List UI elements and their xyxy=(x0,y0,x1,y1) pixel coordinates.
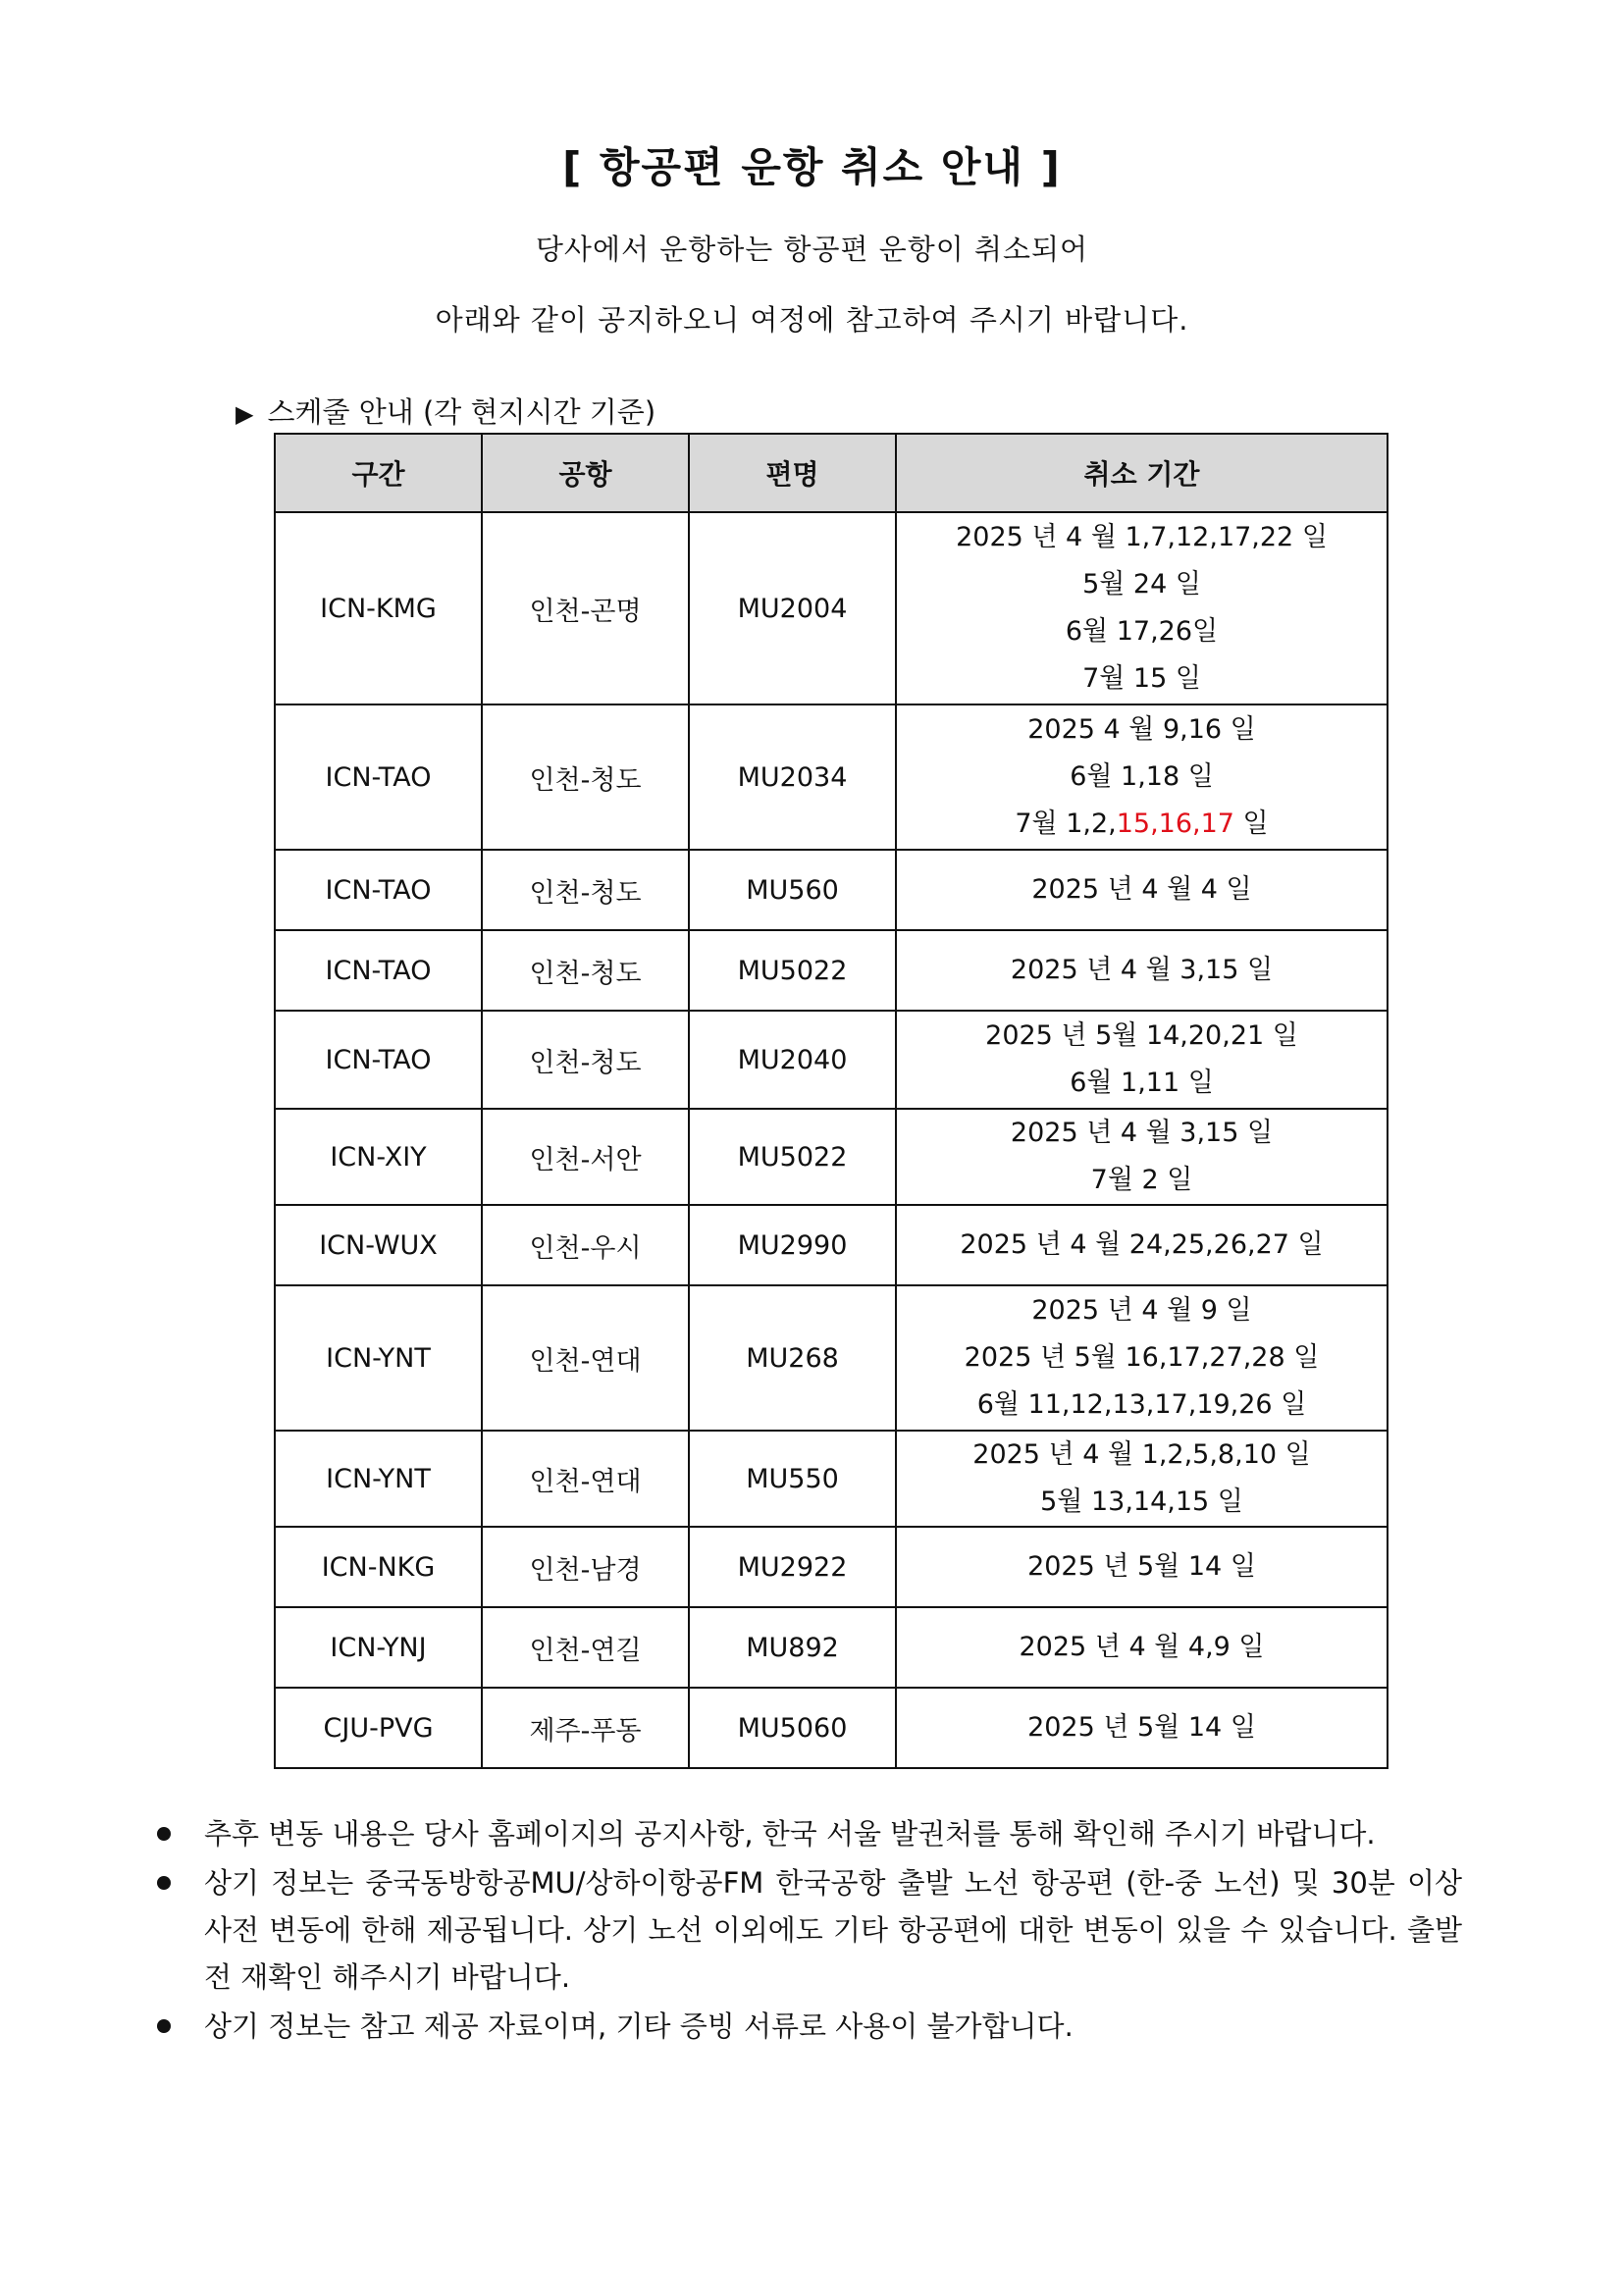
header-airport: 공항 xyxy=(482,434,689,512)
cancel-period-cell xyxy=(896,1011,1388,1109)
date-text: 2025 년 4 월 3,15 일 xyxy=(1010,1118,1274,1148)
airport-cell: 인천-청도 xyxy=(482,1011,689,1109)
route-cell: ICN-XIY xyxy=(275,1109,482,1205)
airport-cell: 인천-곤명 xyxy=(482,512,689,704)
airport-cell: 인천-청도 xyxy=(482,704,689,850)
airport-cell: 제주-푸동 xyxy=(482,1688,689,1768)
note-item xyxy=(157,1810,1462,1857)
cancel-date-line xyxy=(897,754,1387,801)
date-text: 2025 년 5월 14,20,21 일 xyxy=(985,1020,1298,1051)
table-row xyxy=(275,1285,1388,1431)
notes-list xyxy=(157,1810,1462,2052)
cancel-period-cell xyxy=(896,850,1388,930)
date-text: 2025 년 4 월 4 일 xyxy=(1031,874,1252,905)
date-text: 7월 1,2, xyxy=(1015,808,1117,839)
date-text: 6월 11,12,13,17,19,26 일 xyxy=(976,1389,1307,1420)
flight-cell: MU550 xyxy=(689,1431,896,1527)
flight-cell: MU2040 xyxy=(689,1011,896,1109)
table-row xyxy=(275,704,1388,850)
cancel-date-line xyxy=(897,655,1387,703)
airport-cell: 인천-연대 xyxy=(482,1285,689,1431)
note-item xyxy=(157,1859,1462,2001)
flight-cell: MU560 xyxy=(689,850,896,930)
route-cell: ICN-NKG xyxy=(275,1527,482,1607)
table-row xyxy=(275,850,1388,930)
cancel-date-line xyxy=(897,1060,1387,1107)
airport-cell: 인천-우시 xyxy=(482,1205,689,1285)
flight-cell: MU892 xyxy=(689,1607,896,1688)
cancel-date-line xyxy=(897,947,1387,994)
date-text: 6월 1,18 일 xyxy=(1070,761,1214,792)
cancel-date-line xyxy=(897,1624,1387,1671)
table-row xyxy=(275,1688,1388,1768)
header-flight: 편명 xyxy=(689,434,896,512)
flight-cell: MU5022 xyxy=(689,1109,896,1205)
date-text: 6월 17,26일 xyxy=(1065,616,1219,647)
note-text: 상기 정보는 참고 제공 자료이며, 기타 증빙 서류로 사용이 불가합니다. xyxy=(204,2009,1074,2043)
bullet-icon xyxy=(157,1876,171,1890)
note-text: 상기 정보는 중국동방항공MU/상하이항공FM 한국공항 출발 노선 항공편 (한-중 노선) 및 30분 이상 사전 변동에 한해 제공됩니다. 상기 노선 이외에도 기타 항공편에 대한 변동이 있을 수 있습니다. 출발 전 재확인 해주시기 바랍니다. xyxy=(204,1866,1462,1994)
route-cell: ICN-YNT xyxy=(275,1285,482,1431)
header-route: 구간 xyxy=(275,434,482,512)
table-row xyxy=(275,1431,1388,1527)
table-header-row xyxy=(275,434,1388,512)
date-text: 2025 년 5월 16,17,27,28 일 xyxy=(964,1342,1320,1373)
date-text: 2025 년 4 월 1,7,12,17,22 일 xyxy=(956,522,1328,552)
route-cell: CJU-PVG xyxy=(275,1688,482,1768)
cancel-date-line xyxy=(897,866,1387,913)
cancel-date-line xyxy=(897,608,1387,655)
cancel-date-line xyxy=(897,706,1387,754)
route-cell: ICN-WUX xyxy=(275,1205,482,1285)
cancel-period-cell xyxy=(896,930,1388,1011)
table-row xyxy=(275,1607,1388,1688)
cancel-date-line xyxy=(897,514,1387,561)
highlighted-dates: 15,16,17 xyxy=(1116,808,1234,839)
cancel-period-cell xyxy=(896,1688,1388,1768)
route-cell: ICN-YNT xyxy=(275,1431,482,1527)
route-cell: ICN-YNJ xyxy=(275,1607,482,1688)
flight-cell: MU2990 xyxy=(689,1205,896,1285)
route-cell: ICN-KMG xyxy=(275,512,482,704)
cancel-period-cell xyxy=(896,1205,1388,1285)
route-cell: ICN-TAO xyxy=(275,1011,482,1109)
date-text: 7월 2 일 xyxy=(1090,1165,1193,1195)
date-text: 2025 년 4 월 1,2,5,8,10 일 xyxy=(972,1439,1311,1470)
cancel-date-line xyxy=(897,1704,1387,1751)
cancel-period-cell xyxy=(896,1527,1388,1607)
date-text: 6월 1,11 일 xyxy=(1070,1068,1214,1098)
page-title: [ 항공편 운항 취소 안내 ] xyxy=(562,143,1062,191)
intro-line-2: 아래와 같이 공지하오니 여정에 참고하여 주시기 바랍니다. xyxy=(435,303,1189,337)
date-text: 일 xyxy=(1233,808,1269,839)
flight-cell: MU5060 xyxy=(689,1688,896,1768)
cancel-period-cell xyxy=(896,1431,1388,1527)
date-text: 2025 년 4 월 24,25,26,27 일 xyxy=(960,1229,1324,1260)
cancel-date-line xyxy=(897,1432,1387,1479)
cancel-date-line xyxy=(897,1013,1387,1060)
bullet-icon xyxy=(157,1827,171,1841)
schedule-heading-text: 스케줄 안내 (각 현지시간 기준) xyxy=(267,395,656,429)
cancel-date-line xyxy=(897,1479,1387,1526)
cancel-date-line xyxy=(897,561,1387,608)
cancel-period-cell xyxy=(896,512,1388,704)
date-text: 2025 년 5월 14 일 xyxy=(1027,1551,1256,1582)
date-text: 2025 년 5월 14 일 xyxy=(1027,1712,1256,1743)
cancel-date-line xyxy=(897,1382,1387,1429)
date-text: 2025 년 4 월 3,15 일 xyxy=(1010,955,1274,985)
flight-cell: MU2922 xyxy=(689,1527,896,1607)
table-row xyxy=(275,1011,1388,1109)
airport-cell: 인천-연길 xyxy=(482,1607,689,1688)
note-text: 추후 변동 내용은 당사 홈페이지의 공지사항, 한국 서울 발권처를 통해 확인해 주시기 바랍니다. xyxy=(204,1817,1376,1851)
flight-cell: MU2034 xyxy=(689,704,896,850)
date-text: 2025 4 월 9,16 일 xyxy=(1027,714,1256,745)
cancellation-schedule-table xyxy=(274,433,1388,1769)
note-item xyxy=(157,2003,1462,2050)
schedule-heading xyxy=(236,391,655,431)
airport-cell: 인천-서안 xyxy=(482,1109,689,1205)
cancel-period-cell xyxy=(896,1607,1388,1688)
cancel-period-cell xyxy=(896,704,1388,850)
cancel-period-cell xyxy=(896,1285,1388,1431)
cancel-date-line xyxy=(897,1543,1387,1591)
date-text: 2025 년 4 월 9 일 xyxy=(1031,1295,1252,1326)
route-cell: ICN-TAO xyxy=(275,850,482,930)
airport-cell: 인천-남경 xyxy=(482,1527,689,1607)
route-cell: ICN-TAO xyxy=(275,930,482,1011)
triangle-right-icon: ▶ xyxy=(236,400,254,428)
intro-line-1: 당사에서 운항하는 항공편 운항이 취소되어 xyxy=(535,233,1089,266)
flight-cell: MU2004 xyxy=(689,512,896,704)
flight-cell: MU268 xyxy=(689,1285,896,1431)
date-text: 5월 13,14,15 일 xyxy=(1040,1487,1243,1517)
table-row xyxy=(275,1527,1388,1607)
date-text: 7월 15 일 xyxy=(1082,663,1201,694)
cancel-date-line xyxy=(897,801,1387,848)
airport-cell: 인천-연대 xyxy=(482,1431,689,1527)
flight-cell: MU5022 xyxy=(689,930,896,1011)
table-row xyxy=(275,512,1388,704)
cancel-date-line xyxy=(897,1222,1387,1269)
header-cancel-period: 취소 기간 xyxy=(896,434,1388,512)
date-text: 2025 년 4 월 4,9 일 xyxy=(1019,1632,1265,1662)
airport-cell: 인천-청도 xyxy=(482,850,689,930)
cancel-date-line xyxy=(897,1157,1387,1204)
cancel-period-cell xyxy=(896,1109,1388,1205)
bullet-icon xyxy=(157,2019,171,2033)
cancel-date-line xyxy=(897,1110,1387,1157)
route-cell: ICN-TAO xyxy=(275,704,482,850)
airport-cell: 인천-청도 xyxy=(482,930,689,1011)
cancel-date-line xyxy=(897,1287,1387,1334)
table-row xyxy=(275,930,1388,1011)
table-row xyxy=(275,1205,1388,1285)
table-row xyxy=(275,1109,1388,1205)
cancel-date-line xyxy=(897,1334,1387,1382)
date-text: 5월 24 일 xyxy=(1082,569,1201,600)
